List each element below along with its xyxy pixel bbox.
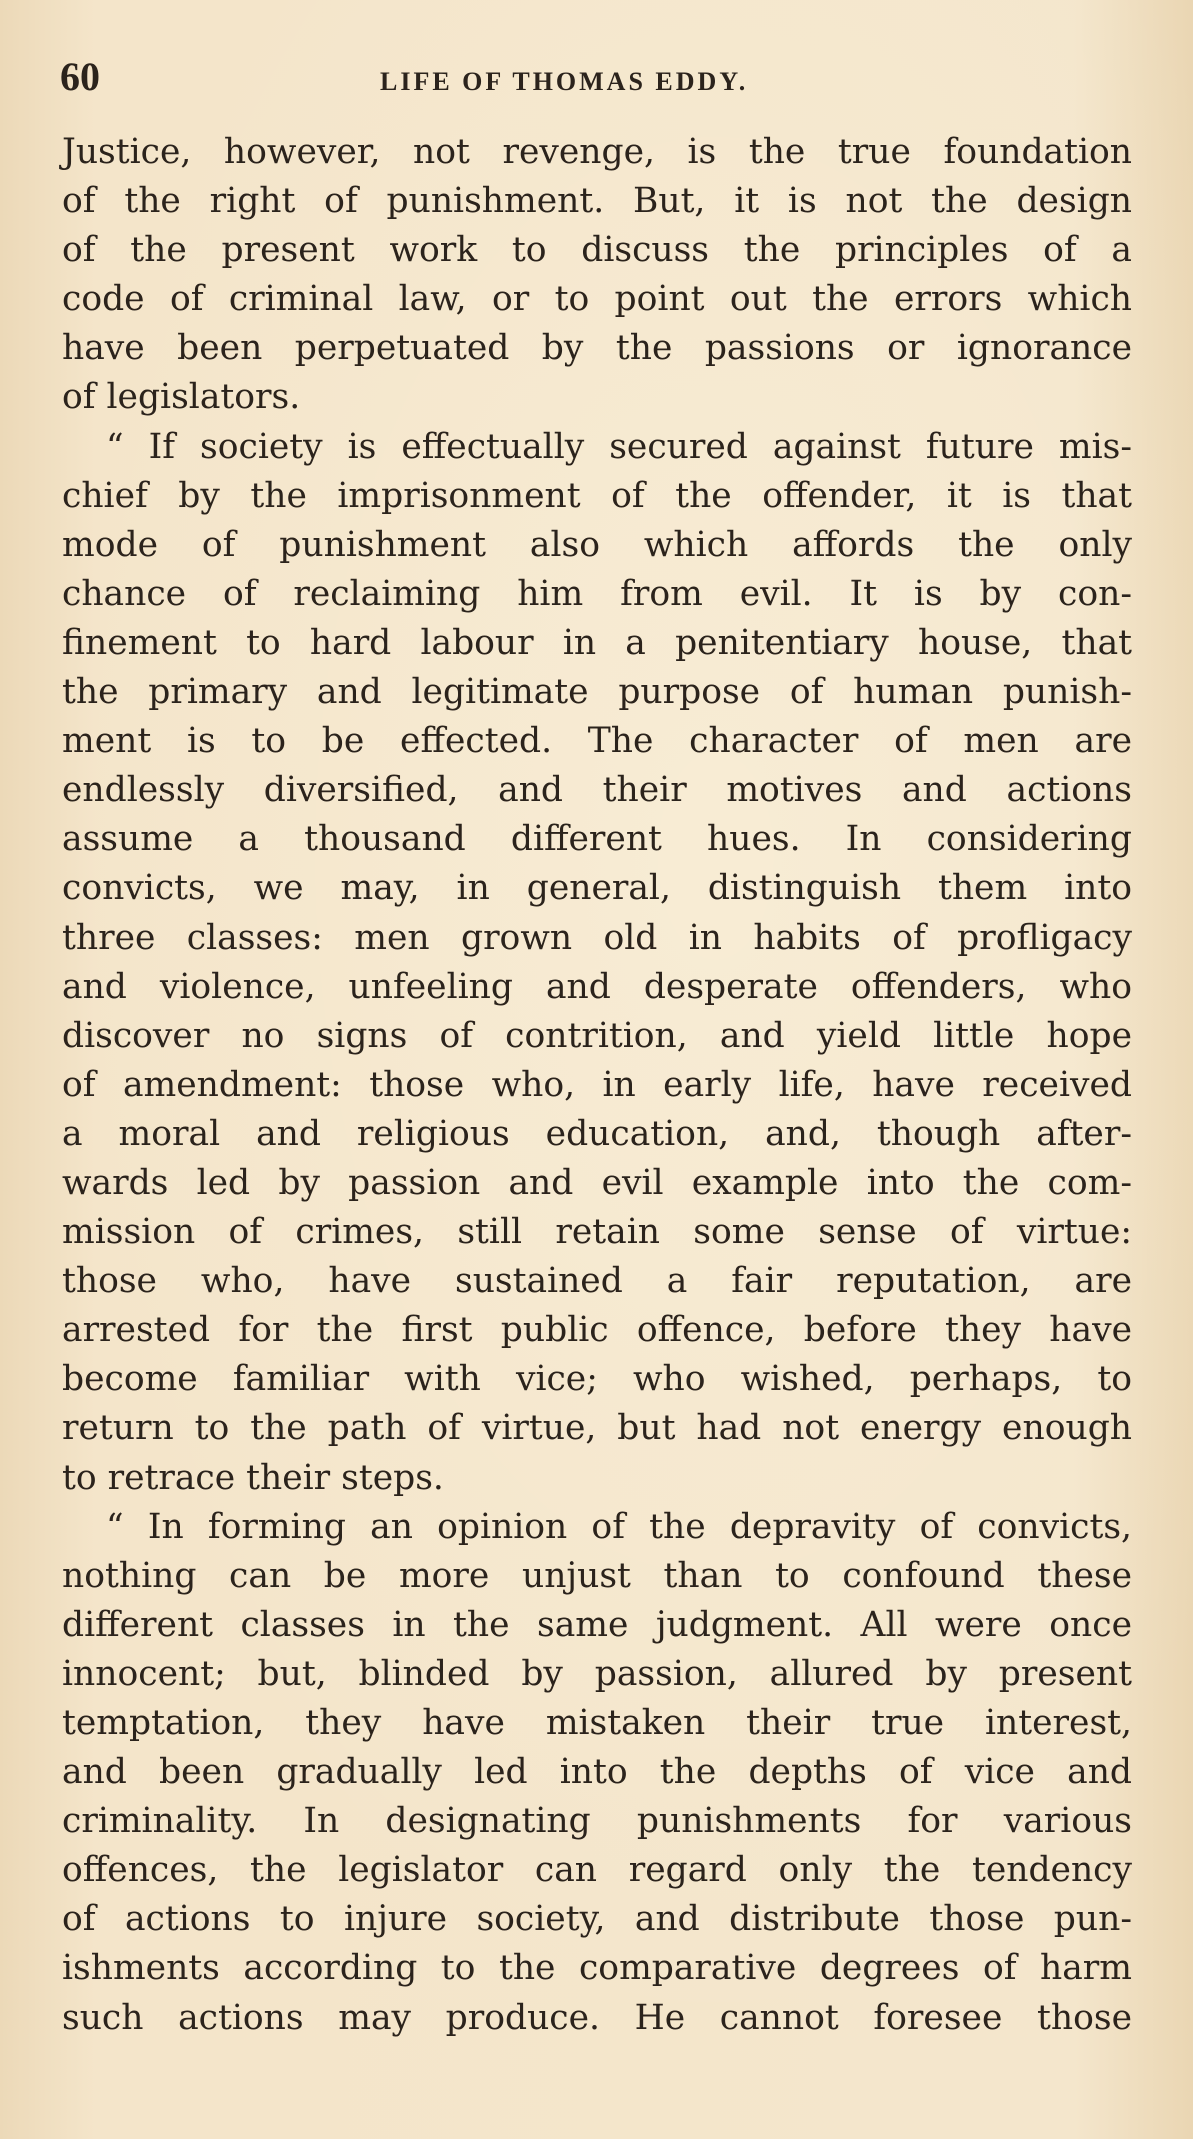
running-title: LIFE OF THOMAS EDDY. xyxy=(380,67,749,96)
text-line: and been gradually led into the depths of vice and xyxy=(62,1752,1132,1793)
text-line: discover no signs of contrition, and yield little hope xyxy=(62,1015,1132,1056)
text-line: nothing can be more unjust than to confound these xyxy=(62,1555,1132,1596)
text-line: temptation, they have mistaken their true interest, xyxy=(62,1703,1132,1743)
text-line: innocent; but, blinded by passion, allured by present xyxy=(62,1653,1132,1694)
text-line: become familiar with vice; who wished, perhaps, to xyxy=(62,1359,1132,1400)
text-line: different classes in the same judgment. All were once xyxy=(62,1604,1132,1645)
text-line: arrested for the first public offence, before they have xyxy=(62,1310,1132,1351)
text-line: chance of reclaiming him from evil. It is by con- xyxy=(62,573,1132,614)
text-line: ment is to be effected. The character of men are xyxy=(62,721,1132,762)
text-line: of the present work to discuss the principles of a xyxy=(62,230,1132,271)
body-text xyxy=(62,128,1132,2043)
text-line: code of criminal law, or to point out the errors which xyxy=(62,279,1132,320)
text-line: finement to hard labour in a penitentiary house, that xyxy=(62,622,1132,663)
text-line: ishments according to the comparative degrees of harm xyxy=(62,1948,1132,1989)
text-line: of legislators. xyxy=(62,377,301,418)
text-line: to retrace their steps. xyxy=(62,1457,444,1498)
text-line: such actions may produce. He cannot foresee those xyxy=(62,1997,1132,2038)
text-line: and violence, unfeeling and desperate offenders, who xyxy=(62,966,1132,1007)
text-line: three classes: men grown old in habits of profligacy xyxy=(62,917,1132,958)
text-line: the primary and legitimate purpose of human punish- xyxy=(62,672,1132,713)
text-line: of the right of punishment. But, it is not the design xyxy=(62,181,1132,222)
text-line: a moral and religious education, and, though after- xyxy=(62,1113,1132,1154)
text-line: of actions to injure society, and distribute those pun- xyxy=(62,1899,1132,1940)
text-line: Justice, however, not revenge, is the true foundation xyxy=(62,132,1132,172)
text-line: mode of punishment also which affords the only xyxy=(62,524,1132,565)
text-line: endlessly diversified, and their motives and actions xyxy=(62,770,1132,811)
text-line: criminality. In designating punishments for various xyxy=(62,1801,1132,1842)
text-line: return to the path of virtue, but had not energy enough xyxy=(62,1408,1132,1449)
text-line: assume a thousand different hues. In considering xyxy=(62,819,1132,860)
text-line: chief by the imprisonment of the offender, it is that xyxy=(62,475,1132,516)
text-line: “ In forming an opinion of the depravity of convicts, xyxy=(106,1506,1132,1547)
text-line: have been perpetuated by the passions or ignorance xyxy=(62,328,1132,369)
page-number: 60 xyxy=(60,54,100,99)
page-header xyxy=(60,52,1140,102)
text-line: offences, the legislator can regard only the tendency xyxy=(62,1850,1132,1891)
text-line: convicts, we may, in general, distinguish them into xyxy=(62,868,1132,909)
text-line: mission of crimes, still retain some sense of virtue: xyxy=(62,1212,1132,1253)
text-line: wards led by passion and evil example into the com- xyxy=(62,1162,1132,1203)
text-line: those who, have sustained a fair reputation, are xyxy=(62,1261,1132,1302)
text-line: “ If society is effectually secured against future mis- xyxy=(106,426,1132,467)
text-line: of amendment: those who, in early life, have received xyxy=(62,1064,1132,1105)
